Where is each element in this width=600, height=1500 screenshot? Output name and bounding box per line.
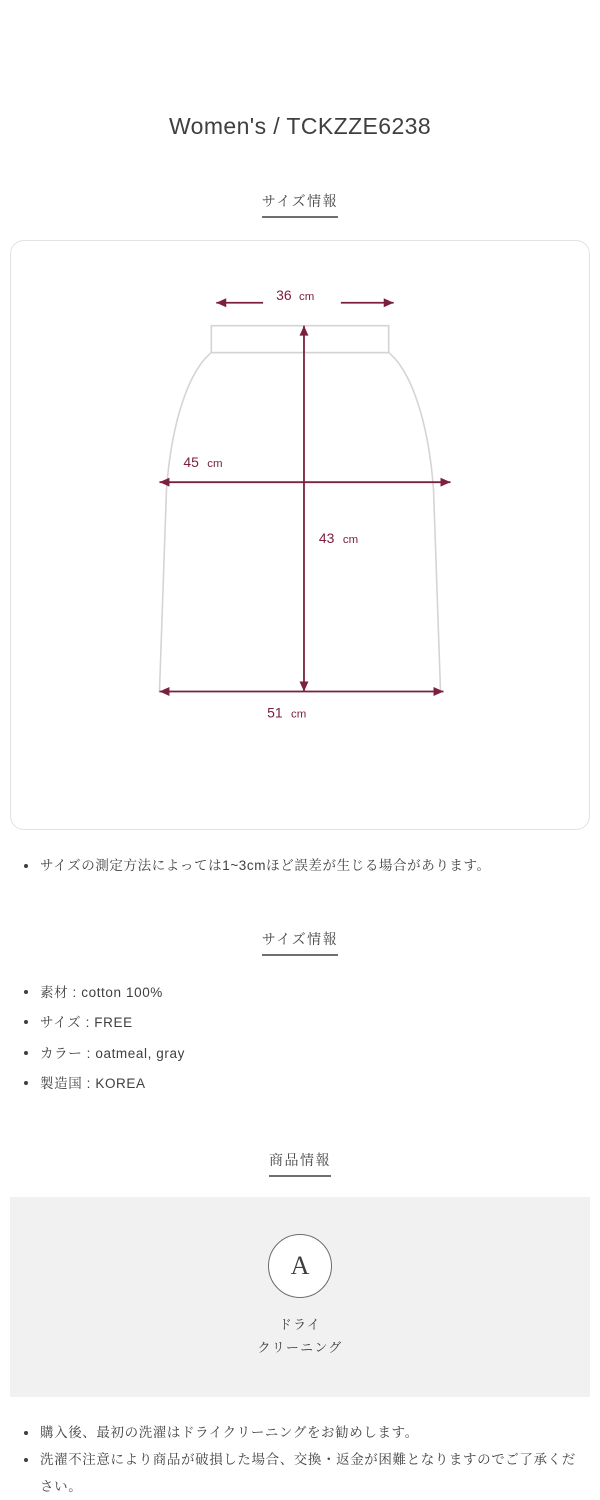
measurement-value-hem: 51: [267, 704, 283, 721]
list-item: カラー : oatmeal, gray: [18, 1039, 584, 1069]
detail-section-heading: サイズ情報: [262, 929, 338, 956]
measurement-unit-shoulder: cm: [299, 290, 315, 303]
measurement-value-length: 43: [318, 529, 335, 546]
measurement-label-shoulder: [263, 285, 341, 305]
measurement-unit-chest: cm: [207, 458, 223, 471]
list-item: サイズの測定方法によっては1~3cmほど誤差が生じる場合があります。: [18, 852, 584, 879]
care-label: [258, 1314, 343, 1358]
detail-section-heading-wrap: [10, 929, 590, 956]
care-instruction-block: [10, 1197, 590, 1397]
dry-clean-symbol: A: [290, 1251, 310, 1281]
measurement-label-length: [314, 528, 386, 548]
list-item: 製造国 : KOREA: [18, 1069, 584, 1099]
product-detail-page: [0, 15, 600, 1499]
detail-items-list: [10, 978, 590, 1100]
dry-clean-icon: [268, 1234, 332, 1298]
measurement-unit-length: cm: [342, 533, 359, 546]
size-notes-list: [10, 852, 590, 879]
measurement-label-hem: [267, 704, 306, 720]
page-title: Women's / TCKZZE6238: [168, 113, 432, 140]
size-diagram-card: [10, 240, 590, 830]
measurement-value-shoulder: 36: [276, 286, 292, 303]
size-section-heading: サイズ情報: [262, 191, 338, 218]
garment-outline: [159, 326, 440, 692]
product-section-heading-wrap: [10, 1150, 590, 1177]
measurement-unit-hem: cm: [291, 708, 307, 721]
dimension-arrowheads: [159, 298, 450, 696]
care-label-line2: クリーニング: [257, 1339, 343, 1355]
list-item: サイズ : FREE: [18, 1008, 584, 1038]
care-notes-list: [10, 1419, 590, 1500]
product-section-heading: 商品情報: [269, 1150, 331, 1177]
measurement-value-chest: 45: [183, 454, 199, 471]
list-item: 素材 : cotton 100%: [18, 978, 584, 1008]
size-section-heading-wrap: [10, 191, 590, 218]
list-item: 購入後、最初の洗濯はドライクリーニングをお勧めします。: [18, 1419, 584, 1446]
measurement-label-chest: [175, 452, 247, 472]
care-label-line1: ドライ: [278, 1317, 322, 1333]
list-item: 洗濯不注意により商品が破損した場合、交換・返金が困難となりますのでご了承ください。: [18, 1446, 584, 1500]
garment-measurement-diagram: [11, 241, 589, 829]
